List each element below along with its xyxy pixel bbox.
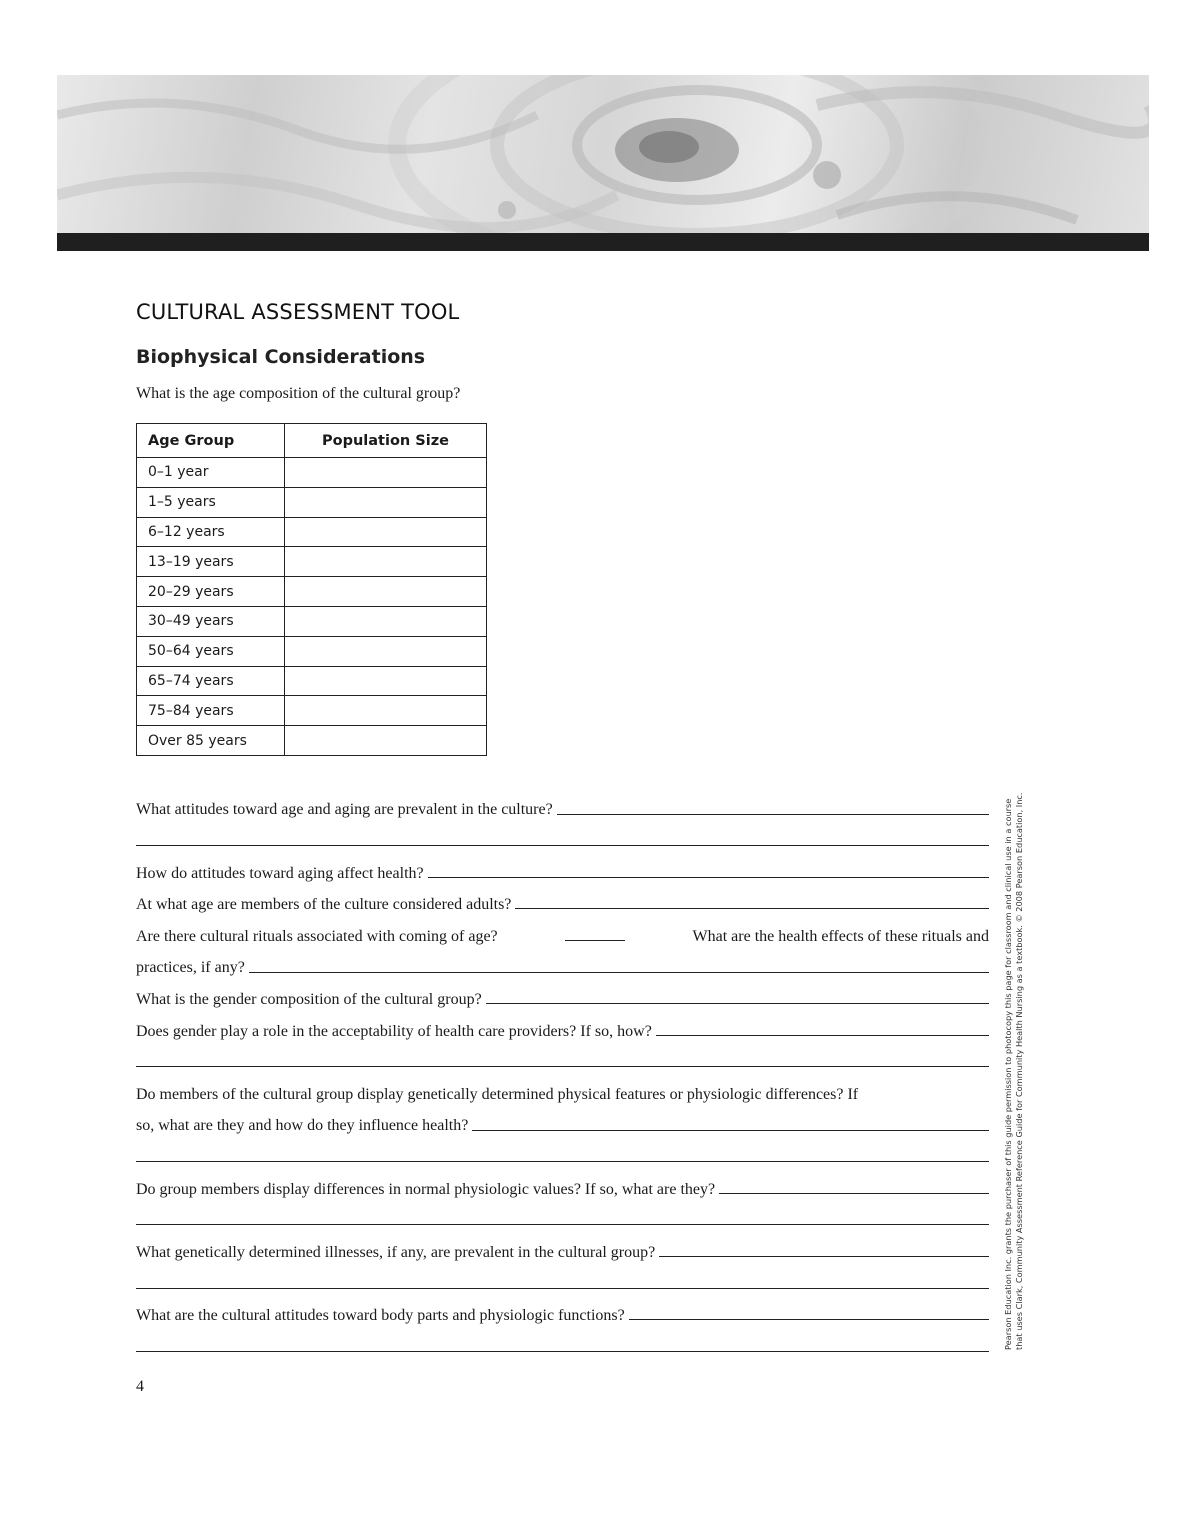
question-text: What genetically determined illnesses, if any, are prevalent in the cultural group? xyxy=(136,1243,656,1261)
age-group-cell: 30–49 years xyxy=(137,606,285,636)
age-composition-question: What is the age composition of the cultural group? xyxy=(136,385,461,402)
question-gender-composition xyxy=(136,978,989,1010)
age-group-cell: 75–84 years xyxy=(137,696,285,726)
answer-line-continuation[interactable] xyxy=(136,1199,989,1231)
age-group-cell: 20–29 years xyxy=(137,577,285,607)
table-row xyxy=(137,458,487,488)
answer-line[interactable] xyxy=(515,907,989,909)
question-text: What is the gender composition of the cultural group? xyxy=(136,990,482,1008)
question-genetic-features-cont xyxy=(136,1104,989,1136)
answer-line-continuation[interactable] xyxy=(136,1262,989,1294)
question-body-attitudes xyxy=(136,1294,989,1326)
population-size-cell[interactable] xyxy=(285,606,487,636)
answer-line[interactable] xyxy=(472,1129,989,1131)
question-text: What are the cultural attitudes toward body parts and physiologic functions? xyxy=(136,1306,625,1324)
population-size-cell[interactable] xyxy=(285,726,487,756)
population-size-header: Population Size xyxy=(285,424,487,458)
question-gender-providers xyxy=(136,1009,989,1041)
population-size-cell[interactable] xyxy=(285,487,487,517)
table-row xyxy=(137,696,487,726)
answer-line[interactable] xyxy=(136,1066,989,1067)
population-size-cell[interactable] xyxy=(285,458,487,488)
question-text: What are the health effects of these rituals and xyxy=(692,927,989,945)
age-composition-table xyxy=(136,423,487,756)
question-ritual-practices xyxy=(136,946,989,978)
water-ripple-illustration xyxy=(57,75,1149,233)
answer-line[interactable] xyxy=(656,1034,989,1036)
answer-line-continuation[interactable] xyxy=(136,1136,989,1168)
answer-line[interactable] xyxy=(249,971,989,973)
answer-line[interactable] xyxy=(136,1351,989,1352)
answer-line[interactable] xyxy=(136,1224,989,1225)
question-physiologic-values xyxy=(136,1167,989,1199)
answer-line[interactable] xyxy=(565,940,625,941)
age-group-cell: 0–1 year xyxy=(137,458,285,488)
answer-line[interactable] xyxy=(428,876,989,878)
question-text: so, what are they and how do they influence health? xyxy=(136,1117,469,1135)
question-text: Are there cultural rituals associated with coming of age? xyxy=(136,927,498,945)
population-size-cell[interactable] xyxy=(285,696,487,726)
age-group-cell: 1–5 years xyxy=(137,487,285,517)
question-text: At what age are members of the culture considered adults? xyxy=(136,896,512,914)
answer-line[interactable] xyxy=(136,1288,989,1289)
age-group-cell: 6–12 years xyxy=(137,517,285,547)
table-row xyxy=(137,487,487,517)
age-group-cell: 50–64 years xyxy=(137,636,285,666)
population-size-cell[interactable] xyxy=(285,636,487,666)
table-row xyxy=(137,606,487,636)
question-text: Does gender play a role in the acceptability of health care providers? If so, how? xyxy=(136,1022,652,1040)
table-row xyxy=(137,726,487,756)
answer-line[interactable] xyxy=(629,1318,989,1320)
table-row xyxy=(137,547,487,577)
question-text: How do attitudes toward aging affect health? xyxy=(136,864,424,882)
question-text: Do group members display differences in normal physiologic values? If so, what are they? xyxy=(136,1180,716,1198)
copyright-line: that uses Clark, Community Assessment Reference Guide for Community Health Nursing as a textbook. © 2008 Pearson Education, Inc. xyxy=(1014,792,1024,1350)
population-size-cell[interactable] xyxy=(285,666,487,696)
document-title: CULTURAL ASSESSMENT TOOL xyxy=(136,300,460,324)
copyright-line: Pearson Education Inc. grants the purchaser of this guide permission to photocopy this page for classroom and clinical use in a course xyxy=(1003,798,1013,1350)
answer-line-continuation[interactable] xyxy=(136,1325,989,1357)
table-header-row xyxy=(137,424,487,458)
question-text: Do members of the cultural group display genetically determined physical features or physiologic differences? If xyxy=(136,1085,859,1103)
section-heading: Biophysical Considerations xyxy=(136,346,426,368)
table-row xyxy=(137,517,487,547)
question-genetic-features xyxy=(136,1072,989,1104)
age-group-cell: 13–19 years xyxy=(137,547,285,577)
question-aging-health xyxy=(136,851,989,883)
age-group-cell: Over 85 years xyxy=(137,726,285,756)
answer-line[interactable] xyxy=(136,1161,989,1162)
question-genetic-illnesses xyxy=(136,1230,989,1262)
table-row xyxy=(137,636,487,666)
header-banner-image xyxy=(57,75,1149,233)
answer-line[interactable] xyxy=(486,1002,989,1004)
answer-line-continuation[interactable] xyxy=(136,1041,989,1073)
header-bar xyxy=(57,233,1149,251)
age-group-cell: 65–74 years xyxy=(137,666,285,696)
page-number: 4 xyxy=(136,1378,144,1395)
question-adult-age xyxy=(136,883,989,915)
question-coming-of-age xyxy=(136,914,989,946)
answer-line[interactable] xyxy=(136,845,989,846)
table-row xyxy=(137,666,487,696)
question-list xyxy=(136,788,989,1357)
question-text: What attitudes toward age and aging are prevalent in the culture? xyxy=(136,801,553,819)
question-aging-attitudes xyxy=(136,788,989,820)
answer-line[interactable] xyxy=(719,1192,989,1194)
age-group-header: Age Group xyxy=(137,424,285,458)
answer-line-continuation[interactable] xyxy=(136,820,989,852)
table-row xyxy=(137,577,487,607)
population-size-cell[interactable] xyxy=(285,547,487,577)
population-size-cell[interactable] xyxy=(285,517,487,547)
answer-line[interactable] xyxy=(557,813,989,815)
answer-line[interactable] xyxy=(659,1255,989,1257)
population-size-cell[interactable] xyxy=(285,577,487,607)
copyright-notice xyxy=(1003,792,1025,1350)
question-text: practices, if any? xyxy=(136,959,245,977)
